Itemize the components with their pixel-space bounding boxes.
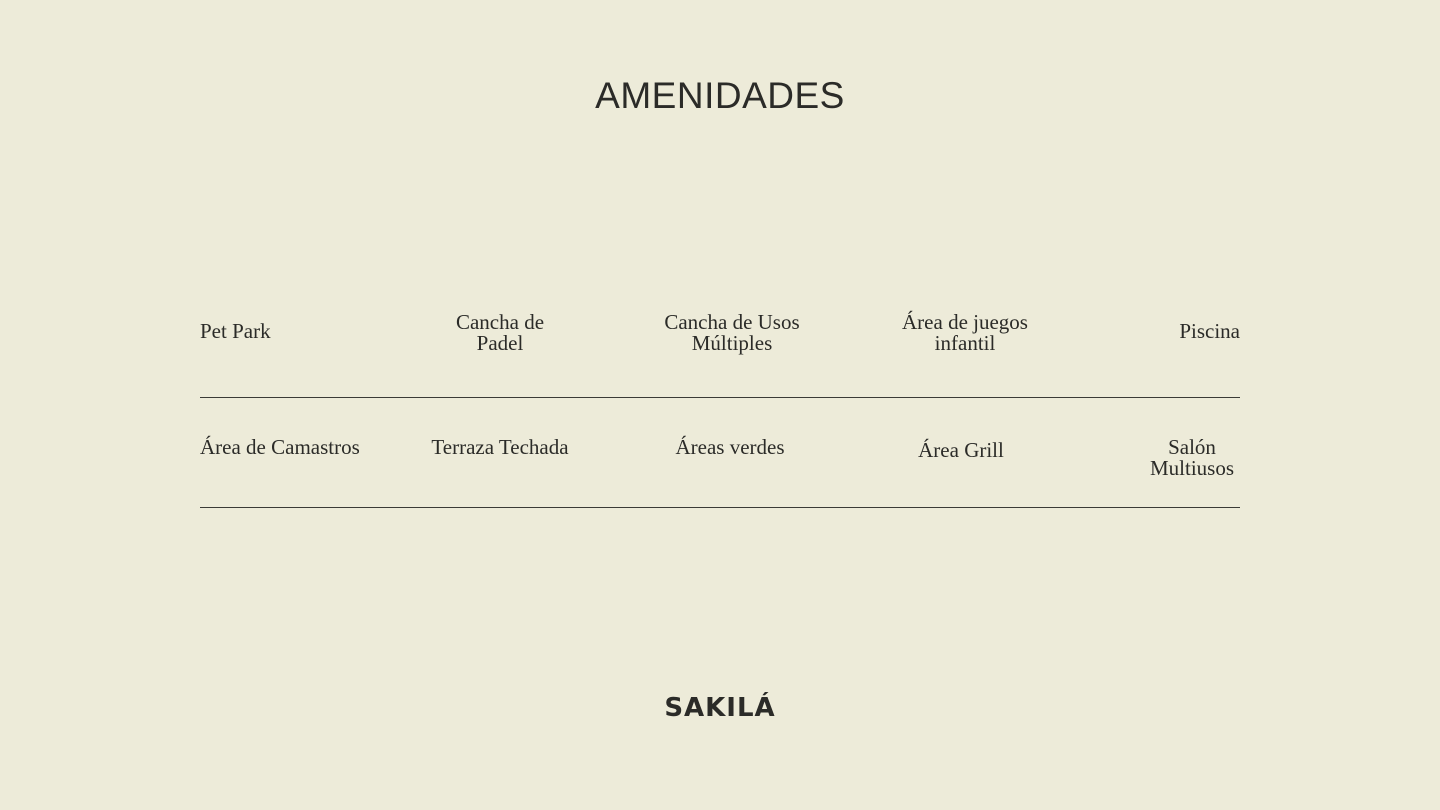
page-title: AMENIDADES	[595, 75, 845, 116]
amenity-areas-verdes: Áreas verdes	[675, 435, 785, 459]
amenity-piscina: Piscina	[1179, 319, 1240, 343]
amenity-cancha-usos-multiples: Cancha de Usos Múltiples	[664, 310, 800, 355]
brand-logo: SAKILÁ	[664, 693, 776, 723]
amenity-cancha-padel: Cancha de Padel	[455, 310, 545, 355]
amenity-area-juegos-infantil: Área de juegos infantil	[902, 310, 1028, 355]
row-divider	[200, 397, 1240, 398]
row-divider	[200, 507, 1240, 508]
amenity-area-camastros: Área de Camastros	[200, 435, 360, 459]
amenity-pet-park: Pet Park	[200, 319, 271, 343]
amenity-salon-multiusos: Salón Multiusos	[1149, 435, 1235, 480]
amenity-area-grill: Área Grill	[918, 438, 1004, 462]
amenity-terraza-techada: Terraza Techada	[431, 435, 569, 459]
